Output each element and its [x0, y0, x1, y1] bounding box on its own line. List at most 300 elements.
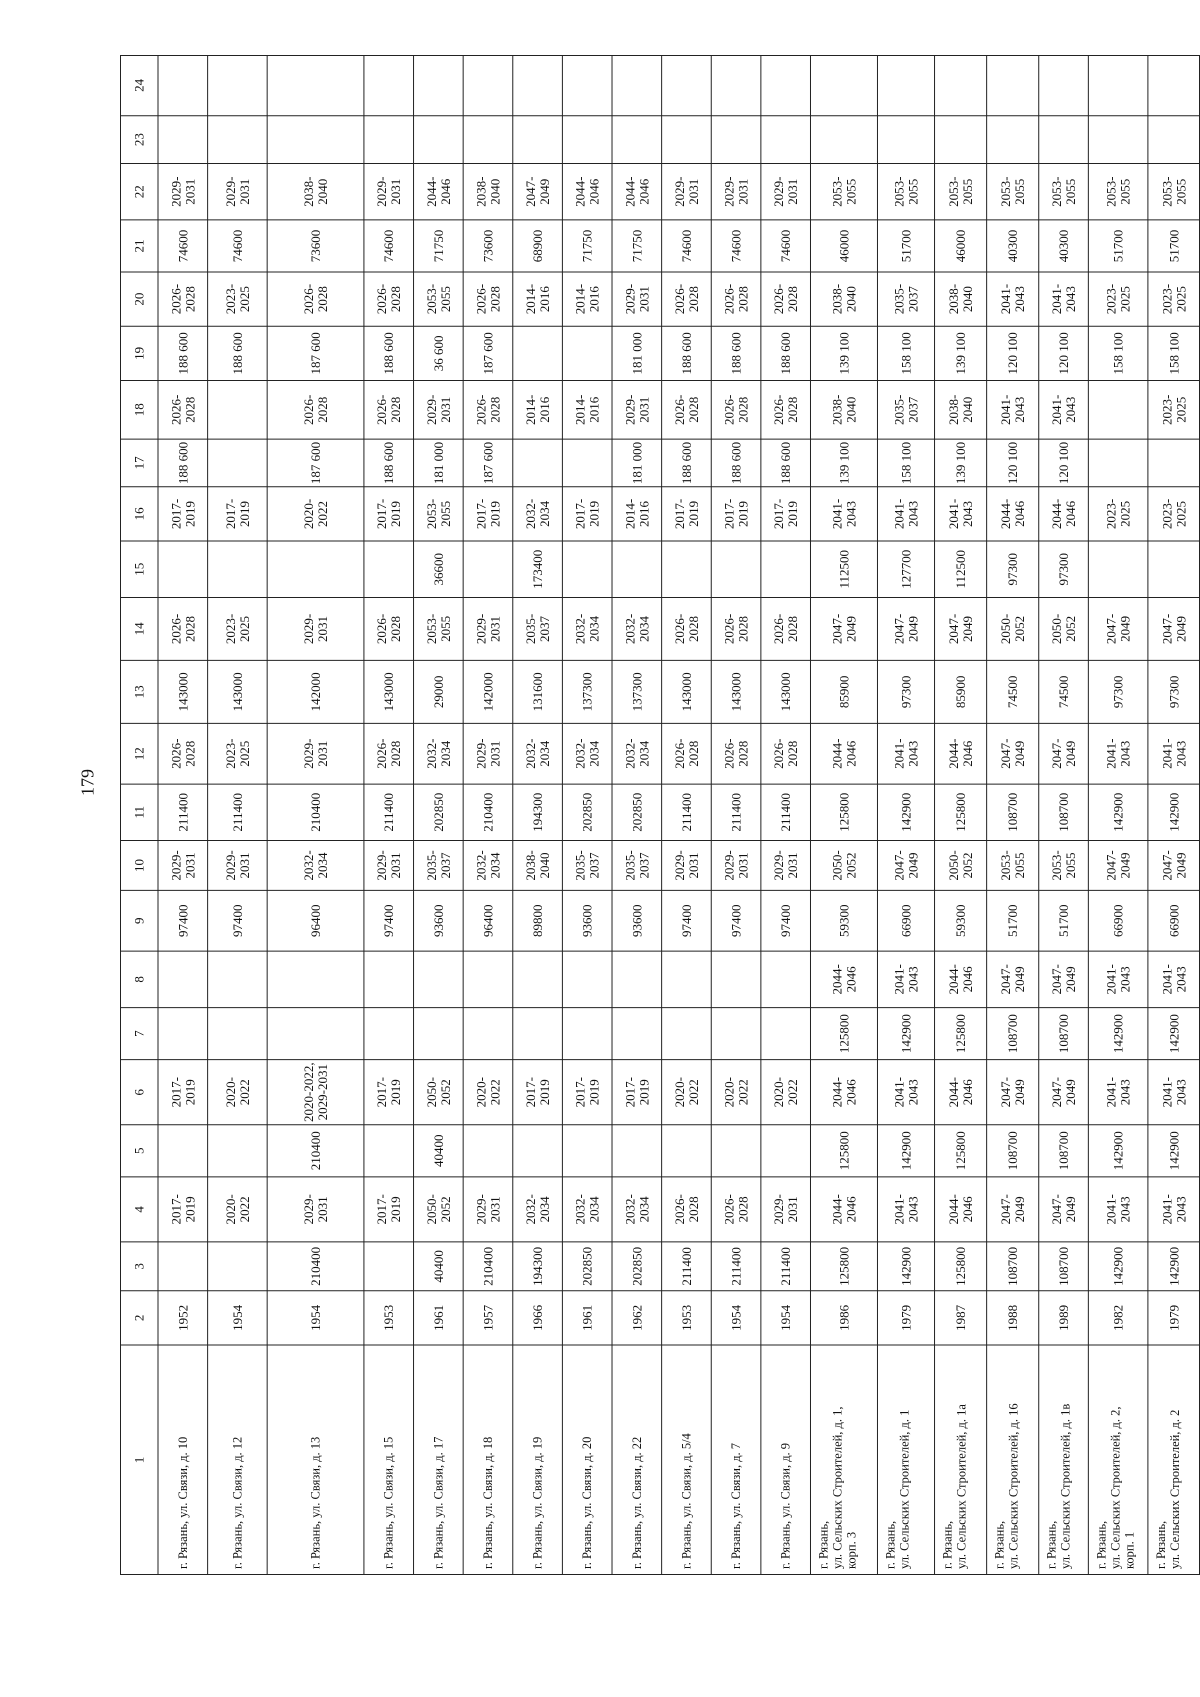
table-cell: 2023-: [1159, 283, 1175, 315]
table-cell: 2041-: [1159, 738, 1175, 769]
table-cell: 2053-: [946, 176, 962, 207]
table-cell: 2043: [960, 500, 976, 527]
table-cell: 2017-: [473, 498, 489, 530]
table-cell: 2019: [586, 1079, 602, 1106]
table-cell: 194300: [530, 1246, 546, 1286]
table-cell: 2031: [182, 178, 198, 205]
table-cell: 2031: [487, 740, 503, 767]
table-cell: 2017-: [222, 498, 238, 530]
table-cell: 2026-: [771, 283, 787, 315]
table-cell: 2019: [182, 1196, 198, 1223]
table-cell: 2034: [537, 1196, 553, 1223]
column-number: 24: [131, 78, 147, 92]
table-cell: 2049: [843, 615, 859, 642]
table-cell: 40300: [1056, 229, 1072, 263]
table-cell: 1961: [430, 1304, 446, 1331]
table-cell: 2041-: [1159, 1077, 1175, 1108]
address-cell: корп. 3: [844, 1531, 859, 1569]
table-cell: 2029-: [671, 176, 687, 207]
table-cell: 210400: [308, 792, 324, 832]
table-cell: 2017-: [168, 1077, 184, 1108]
table-cell: 2031: [182, 852, 198, 879]
table-cell: 143000: [175, 672, 191, 712]
table-cell: 202850: [629, 1246, 645, 1286]
address-cell: г. Рязань, ул. Связи, д. 7: [729, 1442, 744, 1569]
data-table: [120, 55, 1200, 1575]
table-cell: 211400: [778, 793, 794, 832]
table-cell: 2026-: [671, 613, 687, 645]
table-cell: 2055: [1063, 178, 1079, 205]
table-cell: 2029-: [473, 738, 489, 769]
table-cell: 2026-: [771, 394, 787, 425]
table-cell: 2040: [537, 852, 553, 879]
table-cell: 2050-: [829, 850, 845, 881]
table-cell: 51700: [1056, 904, 1072, 938]
address-cell: г. Рязань,: [992, 1520, 1007, 1569]
table-cell: 2046: [960, 966, 976, 993]
table-cell: 2023-: [222, 283, 238, 315]
table-cell: 2055: [437, 286, 453, 313]
table-cell: 211400: [728, 793, 744, 832]
table-cell: 2020-: [222, 1077, 238, 1108]
table-cell: 2026-: [168, 394, 184, 425]
column-number: 18: [131, 403, 147, 417]
address-cell: г. Рязань, ул. Связи, д. 20: [580, 1436, 595, 1569]
table-cell: 97400: [229, 904, 245, 938]
table-cell: 2020-: [222, 1194, 238, 1225]
address-cell: г. Рязань, ул. Связи, д. 10: [175, 1436, 190, 1569]
table-cell: 142900: [1110, 1131, 1126, 1171]
table-cell: 2038-: [829, 283, 845, 315]
table-cell: 2026-: [301, 394, 317, 425]
column-number: 2: [131, 1314, 147, 1322]
table-cell: 2053-: [829, 176, 845, 207]
table-cell: 210400: [308, 1246, 324, 1286]
table-cell: 2020-: [671, 1077, 687, 1108]
table-cell: 1989: [1056, 1304, 1072, 1331]
table-cell: 2037: [905, 396, 921, 423]
table-cell: 2037: [636, 852, 652, 879]
table-cell: 97300: [1110, 675, 1126, 709]
table-cell: 142000: [308, 672, 324, 712]
table-cell: 112500: [836, 549, 852, 589]
table-cell: 2019: [586, 500, 602, 527]
table-cell: 2052: [437, 1079, 453, 1106]
table-cell: 1952: [175, 1304, 191, 1331]
table-cell: 2025: [1117, 286, 1133, 313]
table-cell: 2026-: [721, 738, 737, 769]
table-cell: 66900: [898, 904, 914, 938]
table-cell: 2029-: [473, 1194, 489, 1225]
table-cell: 2052: [960, 852, 976, 879]
address-cell: г. Рязань, ул. Связи, д. 19: [530, 1436, 545, 1569]
table-cell: 188 600: [229, 332, 245, 375]
table-cell: 2031: [388, 852, 404, 879]
table-cell: 125800: [836, 1014, 852, 1054]
table-cell: 2026-: [671, 394, 687, 425]
table-cell: 143000: [229, 672, 245, 712]
table-cell: 2032-: [301, 850, 317, 881]
table-cell: 2053-: [1159, 176, 1175, 207]
table-cell: 2022: [315, 500, 331, 527]
table-cell: 2028: [685, 615, 701, 642]
table-cell: 187 600: [480, 332, 496, 375]
table-cell: 2038-: [301, 176, 317, 207]
table-cell: 96400: [308, 904, 324, 938]
table-cell: 194300: [530, 792, 546, 832]
table-cell: 2049: [960, 615, 976, 642]
table-cell: 2014-: [523, 283, 539, 315]
table-cell: 2043: [905, 740, 921, 767]
table-cell: 2038-: [473, 176, 489, 207]
table-cell: 2043: [905, 1196, 921, 1223]
table-cell: 143000: [678, 672, 694, 712]
table-cell: 2041-: [1103, 964, 1119, 995]
table-cell: 142900: [898, 1246, 914, 1286]
table-cell: 1988: [1005, 1304, 1021, 1331]
table-cell: 2049: [537, 178, 553, 205]
table-cell: 1954: [229, 1304, 245, 1331]
table-cell: 139 100: [836, 441, 852, 485]
column-number: 13: [131, 685, 147, 699]
table-cell: 2017-: [523, 1077, 539, 1108]
table-cell: 2028: [735, 286, 751, 313]
table-cell: 2028: [685, 286, 701, 313]
column-number: 1: [131, 1456, 147, 1464]
table-cell: 2028: [182, 740, 198, 767]
table-cell: 2020-: [771, 1077, 787, 1108]
table-cell: 125800: [953, 1246, 969, 1286]
table-cell: 2052: [1012, 615, 1028, 642]
address-cell: г. Рязань, ул. Связи, д. 9: [778, 1442, 793, 1569]
table-cell: 125800: [836, 1246, 852, 1286]
table-cell: 2044-: [946, 964, 962, 995]
table-cell: 2019: [735, 500, 751, 527]
table-cell: 2040: [843, 396, 859, 423]
address-cell: ул. Сельских Строителей, д. 16: [1006, 1403, 1021, 1569]
table-cell: 2025: [1173, 500, 1189, 527]
table-cell: 71750: [629, 229, 645, 263]
table-cell: 187 600: [308, 441, 324, 485]
table-cell: 120 100: [1005, 332, 1021, 375]
table-cell: 2019: [388, 1196, 404, 1223]
table-cell: 211400: [381, 793, 397, 832]
table-cell: 2019: [785, 500, 801, 527]
table-cell: 139 100: [836, 332, 852, 375]
table-cell: 139 100: [953, 441, 969, 485]
table-cell: 59300: [836, 904, 852, 938]
table-cell: 2043: [1117, 1079, 1133, 1106]
table-cell: 2028: [785, 615, 801, 642]
table-cell: 2028: [735, 396, 751, 423]
table-cell: 2044-: [946, 1077, 962, 1108]
table-cell: 51700: [898, 229, 914, 263]
table-cell: 2044-: [946, 738, 962, 769]
table-cell: 2053-: [998, 176, 1014, 207]
table-cell: 2014-: [622, 498, 638, 530]
table-cell: 2020-2022,: [301, 1062, 317, 1122]
table-cell: 2047-: [1103, 613, 1119, 645]
table-cell: 211400: [678, 793, 694, 832]
table-cell: 188 600: [778, 441, 794, 485]
table-cell: 2049: [905, 615, 921, 642]
table-cell: 108700: [1005, 1246, 1021, 1286]
table-cell: 2031: [685, 852, 701, 879]
table-cell: 2026-: [374, 613, 390, 645]
table-cell: 2031: [785, 178, 801, 205]
table-cell: 51700: [1110, 229, 1126, 263]
table-cell: 40400: [430, 1134, 446, 1168]
table-cell: 139 100: [953, 332, 969, 375]
address-cell: г. Рязань,: [1044, 1520, 1059, 1569]
table-cell: 2046: [960, 740, 976, 767]
table-cell: 2028: [735, 1196, 751, 1223]
table-cell: 202850: [430, 792, 446, 832]
table-cell: 2038-: [523, 850, 539, 881]
table-cell: 2055: [960, 178, 976, 205]
table-cell: 2052: [843, 852, 859, 879]
address-cell: ул. Сельских Строителей, д. 1,: [830, 1406, 845, 1569]
table-cell: 2028: [685, 740, 701, 767]
table-cell: 181 000: [430, 441, 446, 485]
table-cell: 1954: [728, 1304, 744, 1331]
table-cell: 2032-: [622, 1194, 638, 1225]
table-cell: 2029-: [622, 283, 638, 315]
table-cell: 71750: [579, 229, 595, 263]
table-cell: 2019: [182, 1079, 198, 1106]
table-cell: 2046: [843, 1196, 859, 1223]
table-cell: 2031: [236, 852, 252, 879]
table-cell: 142900: [1166, 1014, 1182, 1054]
table-cell: 188 600: [678, 441, 694, 485]
table-cell: 2026-: [671, 1194, 687, 1225]
table-cell: 2046: [960, 1196, 976, 1223]
table-cell: 29000: [430, 675, 446, 709]
table-cell: 2047-: [1049, 738, 1065, 769]
address-cell: г. Рязань, ул. Связи, д. 17: [431, 1436, 446, 1569]
table-cell: 2037: [586, 852, 602, 879]
table-cell: 137300: [579, 672, 595, 712]
table-cell: 2035-: [572, 850, 588, 881]
table-cell: 2031: [487, 615, 503, 642]
table-cell: 2041-: [891, 1194, 907, 1225]
table-cell: 2041-: [1103, 1077, 1119, 1108]
column-number: 11: [131, 806, 147, 819]
column-number: 16: [131, 507, 147, 521]
table-cell: 2034: [315, 852, 331, 879]
table-cell: 2028: [785, 396, 801, 423]
table-cell: 97400: [381, 904, 397, 938]
table-cell: 1961: [579, 1304, 595, 1331]
table-cell: 2031: [487, 1196, 503, 1223]
column-number: 19: [131, 346, 147, 360]
table-cell: 2019: [685, 500, 701, 527]
address-cell: ул. Сельских Строителей, д. 2: [1167, 1409, 1182, 1569]
table-cell: 2029-: [168, 176, 184, 207]
table-cell: 2046: [586, 178, 602, 205]
table-cell: 2050-: [423, 1077, 439, 1108]
table-cell: 125800: [953, 792, 969, 832]
table-cell: 2026-: [168, 283, 184, 315]
table-cell: 2026-: [721, 613, 737, 645]
table-cell: 1979: [898, 1304, 914, 1331]
column-number: 15: [131, 562, 147, 576]
table-cell: 2047-: [523, 176, 539, 207]
table-cell: 108700: [1005, 1014, 1021, 1054]
table-cell: 2032-: [473, 850, 489, 881]
table-cell: 2016: [586, 396, 602, 423]
table-cell: 142000: [480, 672, 496, 712]
table-cell: 2047-: [1049, 964, 1065, 995]
table-cell: 2055: [1063, 852, 1079, 879]
table-cell: 131600: [530, 672, 546, 712]
table-cell: 2028: [785, 740, 801, 767]
table-cell: 97400: [678, 904, 694, 938]
table-cell: 143000: [728, 672, 744, 712]
table-cell: 2034: [437, 740, 453, 767]
table-cell: 2047-: [1049, 1077, 1065, 1108]
address-cell: г. Рязань,: [816, 1520, 831, 1569]
column-number: 4: [131, 1206, 147, 1213]
table-cell: 2049: [1063, 1196, 1079, 1223]
table-cell: 2055: [437, 500, 453, 527]
table-cell: 2035-: [891, 394, 907, 425]
table-cell: 51700: [1166, 229, 1182, 263]
table-cell: 2035-: [622, 850, 638, 881]
table-cell: 2034: [487, 852, 503, 879]
table-cell: 2026-: [168, 738, 184, 769]
table-cell: 2035-: [523, 613, 539, 645]
table-cell: 40300: [1005, 229, 1021, 263]
table-cell: 2040: [487, 178, 503, 205]
table-cell: 2034: [586, 1196, 602, 1223]
table-cell: 1986: [836, 1304, 852, 1331]
table-cell: 2017-: [572, 498, 588, 530]
table-cell: 2046: [843, 740, 859, 767]
table-cell: 158 100: [898, 332, 914, 375]
table-cell: 2050-: [998, 613, 1014, 645]
table-cell: 188 600: [778, 332, 794, 375]
table-cell: 2050-: [946, 850, 962, 881]
address-cell: г. Рязань, ул. Связи, д. 5/4: [679, 1433, 694, 1569]
table-cell: 2034: [586, 615, 602, 642]
table-cell: 97400: [728, 904, 744, 938]
table-cell: 2031: [315, 615, 331, 642]
table-cell: 137300: [629, 672, 645, 712]
table-cell: 97400: [778, 904, 794, 938]
table-cell: 2028: [388, 740, 404, 767]
table-cell: 1953: [381, 1304, 397, 1331]
table-cell: 2035-: [891, 283, 907, 315]
table-cell: 2023-: [222, 613, 238, 645]
table-cell: 142900: [1110, 1246, 1126, 1286]
table-cell: 2020-: [473, 1077, 489, 1108]
table-cell: 142900: [1166, 1246, 1182, 1286]
table-cell: 2025: [1173, 396, 1189, 423]
table-cell: 2029-: [771, 176, 787, 207]
table-cell: 2037: [437, 852, 453, 879]
table-cell: 2023-: [1159, 498, 1175, 530]
table-cell: 2055: [1012, 178, 1028, 205]
table-cell: 68900: [530, 229, 546, 263]
table-cell: 2023-: [1103, 283, 1119, 315]
table-cell: 211400: [778, 1247, 794, 1286]
table-cell: 2014-: [523, 394, 539, 425]
table-cell: 2031: [735, 178, 751, 205]
table-cell: 1962: [629, 1304, 645, 1331]
table-cell: 59300: [953, 904, 969, 938]
table-cell: 2019: [537, 1079, 553, 1106]
table-cell: 2049: [1173, 615, 1189, 642]
table-cell: 74600: [678, 229, 694, 263]
table-cell: 2029-: [301, 738, 317, 769]
table-cell: 2017-: [622, 1077, 638, 1108]
table-cell: 2029-: [671, 850, 687, 881]
table-cell: 1957: [480, 1304, 496, 1331]
table-cell: 2022: [236, 1196, 252, 1223]
table-cell: 2035-: [423, 850, 439, 881]
table-cell: 2025: [236, 740, 252, 767]
table-cell: 2026-: [374, 283, 390, 315]
table-cell: 2040: [315, 178, 331, 205]
table-cell: 2041-: [1103, 738, 1119, 769]
table-cell: 2043: [1063, 396, 1079, 423]
address-cell: г. Рязань, ул. Связи, д. 12: [230, 1436, 245, 1569]
table-cell: 2040: [960, 396, 976, 423]
address-cell: ул. Сельских Строителей, д. 2,: [1108, 1406, 1123, 1569]
table-cell: 125800: [953, 1131, 969, 1171]
address-cell: г. Рязань, ул. Связи, д. 15: [381, 1436, 396, 1569]
table-cell: 2025: [1173, 286, 1189, 313]
table-cell: 108700: [1056, 1246, 1072, 1286]
table-cell: 2043: [1012, 286, 1028, 313]
table-cell: 112500: [953, 549, 969, 589]
table-cell: 2029-: [473, 613, 489, 645]
table-cell: 74500: [1005, 675, 1021, 709]
table-cell: 2053-: [423, 283, 439, 315]
table-cell: 143000: [381, 672, 397, 712]
table-cell: 1979: [1166, 1304, 1182, 1331]
table-cell: 2052: [437, 1196, 453, 1223]
table-cell: 142900: [1110, 1014, 1126, 1054]
table-cell: 210400: [308, 1131, 324, 1171]
table-cell: 89800: [530, 904, 546, 938]
table-cell: 2053-: [891, 176, 907, 207]
table-cell: 2031: [236, 178, 252, 205]
table-cell: 2032-: [572, 613, 588, 645]
table-cell: 158 100: [898, 441, 914, 485]
table-cell: 125800: [836, 1131, 852, 1171]
table-cell: 2029-: [301, 613, 317, 645]
table-cell: 85900: [953, 675, 969, 709]
table-cell: 2049: [1117, 615, 1133, 642]
table-cell: 2032-: [523, 498, 539, 530]
table-cell: 46000: [953, 229, 969, 263]
table-cell: 2046: [636, 178, 652, 205]
table-cell: 73600: [308, 229, 324, 263]
table-cell: 2043: [1063, 286, 1079, 313]
column-number: 12: [131, 747, 147, 761]
table-cell: 2043: [1173, 740, 1189, 767]
column-number: 3: [131, 1263, 147, 1270]
table-cell: 2055: [905, 178, 921, 205]
table-cell: 2032-: [423, 738, 439, 769]
table-cell: 2022: [236, 1079, 252, 1106]
table-cell: 2044-: [829, 738, 845, 769]
table-cell: 2019: [487, 500, 503, 527]
table-cell: 97300: [1166, 675, 1182, 709]
table-cell: 142900: [1166, 1131, 1182, 1171]
